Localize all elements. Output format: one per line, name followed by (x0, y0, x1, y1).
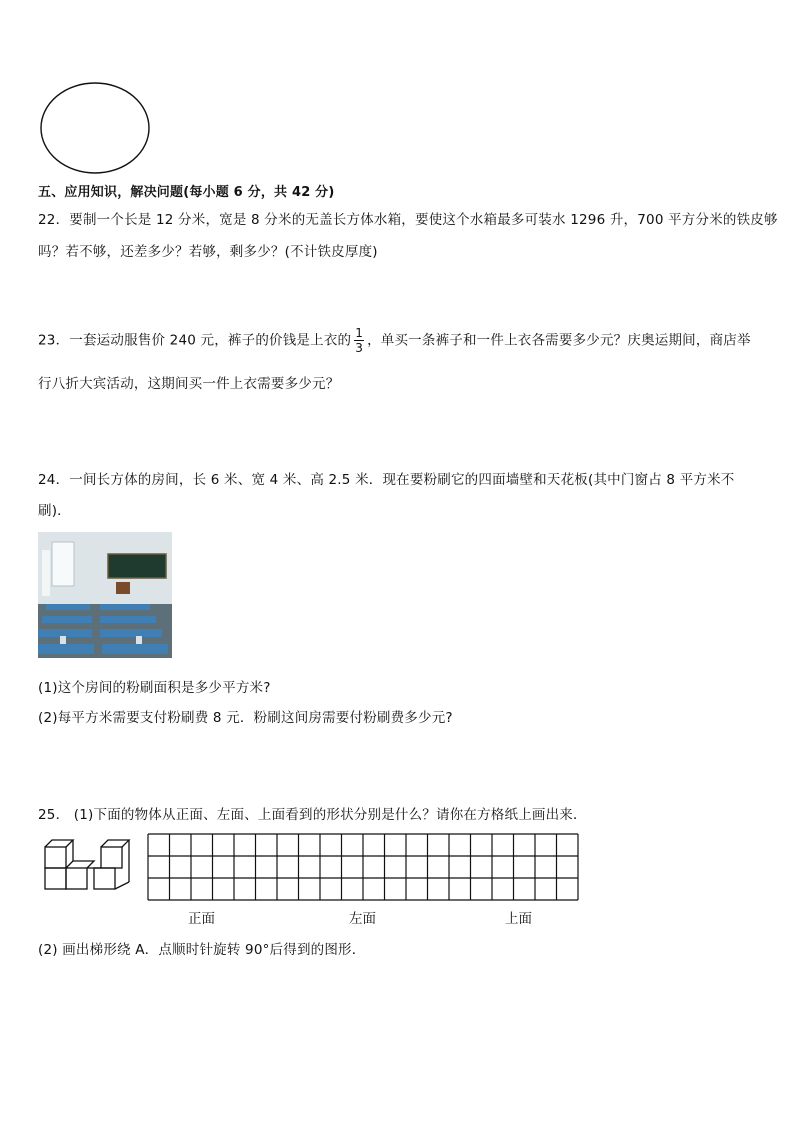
cube-stack-figure (42, 832, 132, 892)
q23-line1-post: ，单买一条裤子和一件上衣各需要多少元？庆奥运期间，商店举 (367, 332, 751, 349)
q23-line1 (38, 326, 751, 355)
q22-line1: 22．要制一个长是 12 分米，宽是 8 分米的无盖长方体水箱，要使这个水箱最多可装水 1296 升，700 平方分米的铁皮够 (38, 212, 778, 228)
circle-figure (38, 80, 154, 176)
q23-line1-pre: 23．一套运动服售价 240 元，裤子的价钱是上衣的 (38, 332, 352, 349)
q24-sub2: (2)每平方米需要支付粉刷费 8 元．粉刷这间房需要付粉刷费多少元? (38, 710, 453, 726)
q24-line1: 24．一间长方体的房间，长 6 米、宽 4 米、高 2.5 米．现在要粉刷它的四面墙壁和天花板(其中门窗占 8 平方米不 (38, 472, 735, 488)
q25-line1: 25． (1)下面的物体从正面、左面、上面看到的形状分别是什么？请你在方格纸上画出来． (38, 807, 587, 823)
classroom-illustration (38, 532, 172, 658)
q23-line2: 行八折大宾活动，这期间买一件上衣需要多少元？ (38, 376, 340, 392)
q22-line2: 吗？若不够，还差多少？若够，剩多少？(不计铁皮厚度) (38, 244, 378, 260)
square-grid-paper[interactable] (146, 832, 580, 902)
q25-sub2: (2) 画出梯形绕 A．点顺时针旋转 90°后得到的图形． (38, 942, 366, 958)
label-left-view: 左面 (349, 911, 376, 927)
q24-line2: 刷)． (38, 503, 71, 519)
fraction-numerator: 1 (355, 326, 364, 340)
section-heading: 五、应用知识，解决问题(每小题 6 分，共 42 分) (38, 185, 335, 200)
label-top-view: 上面 (505, 911, 532, 927)
classroom-photo (38, 532, 172, 658)
label-front-view: 正面 (188, 911, 215, 927)
fraction-denominator: 3 (355, 341, 364, 355)
q24-sub1: (1)这个房间的粉刷面积是多少平方米? (38, 680, 271, 696)
fraction-one-third (354, 326, 364, 355)
